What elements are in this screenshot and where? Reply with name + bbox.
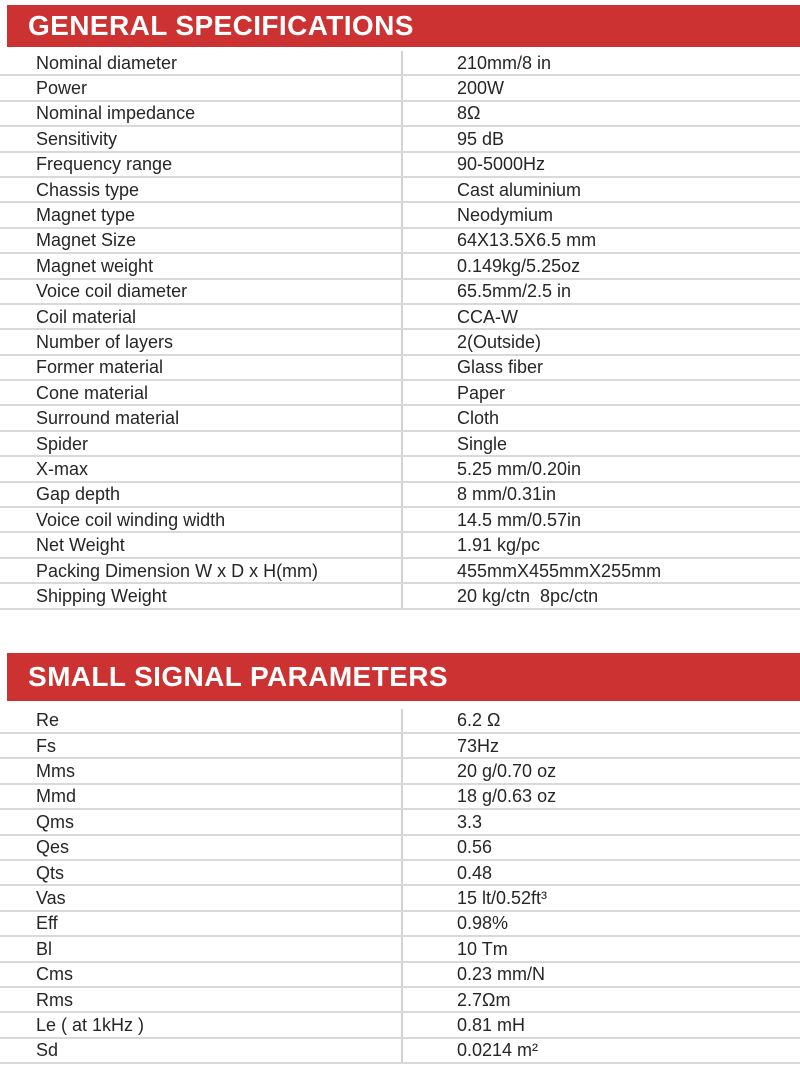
spec-row-label: Qms bbox=[36, 811, 74, 832]
spec-row bbox=[0, 280, 800, 305]
spec-row bbox=[0, 759, 800, 784]
spec-row bbox=[0, 912, 800, 937]
spec-row bbox=[0, 381, 800, 406]
spec-row bbox=[0, 559, 800, 584]
spec-row-label: Vas bbox=[36, 888, 66, 909]
section-header-general-specifications bbox=[7, 5, 800, 47]
spec-row bbox=[0, 533, 800, 558]
spec-row-label: Re bbox=[36, 710, 60, 731]
spec-row-value: 0.48 bbox=[401, 861, 800, 884]
spec-row-value: Paper bbox=[401, 381, 800, 404]
spec-row bbox=[0, 508, 800, 533]
spec-row bbox=[0, 102, 800, 127]
spec-row-label: Frequency range bbox=[36, 154, 173, 175]
spec-row bbox=[0, 937, 800, 962]
spec-row-label: Qts bbox=[36, 862, 65, 883]
spec-row-value: 3.3 bbox=[401, 810, 800, 833]
spec-row bbox=[0, 457, 800, 482]
spec-row-value: 18 g/0.63 oz bbox=[401, 785, 800, 808]
spec-row-value: 5.25 mm/0.20in bbox=[401, 457, 800, 480]
spec-row-label: Magnet weight bbox=[36, 255, 154, 276]
spec-row bbox=[0, 229, 800, 254]
spec-row-label: Cms bbox=[36, 964, 73, 985]
spec-row bbox=[0, 988, 800, 1013]
spec-row-value: 0.81 mH bbox=[401, 1013, 800, 1036]
spec-row-label: Rms bbox=[36, 989, 73, 1010]
spec-row bbox=[0, 886, 800, 911]
spec-row-label: Nominal impedance bbox=[36, 103, 196, 124]
spec-row-label: Voice coil winding width bbox=[36, 509, 226, 530]
spec-row-label: Sd bbox=[36, 1040, 59, 1061]
spec-row bbox=[0, 836, 800, 861]
spec-row bbox=[0, 432, 800, 457]
spec-row bbox=[0, 178, 800, 203]
spec-row-label: Bl bbox=[36, 938, 53, 959]
spec-row bbox=[0, 1013, 800, 1038]
spec-row-label: X-max bbox=[36, 458, 89, 479]
spec-row bbox=[0, 330, 800, 355]
spec-row-value: 200W bbox=[401, 76, 800, 99]
spec-row bbox=[0, 203, 800, 228]
spec-row bbox=[0, 483, 800, 508]
spec-row-value: 2(Outside) bbox=[401, 330, 800, 353]
spec-row-value: 0.149kg/5.25oz bbox=[401, 254, 800, 277]
spec-row-value: 0.23 mm/N bbox=[401, 963, 800, 986]
spec-row bbox=[0, 584, 800, 609]
spec-row-label: Mms bbox=[36, 761, 75, 782]
spec-row-value: 2.7Ωm bbox=[401, 988, 800, 1011]
spec-row-value: Glass fiber bbox=[401, 356, 800, 379]
spec-row-value: 14.5 mm/0.57in bbox=[401, 508, 800, 531]
section-header-small-signal-parameters bbox=[7, 653, 800, 701]
spec-row-value: 65.5mm/2.5 in bbox=[401, 280, 800, 303]
spec-row bbox=[0, 356, 800, 381]
spec-row bbox=[0, 51, 800, 76]
spec-row-value: Single bbox=[401, 432, 800, 455]
spec-row-value: Cast aluminium bbox=[401, 178, 800, 201]
spec-row-label: Qes bbox=[36, 837, 70, 858]
spec-row-value: 73Hz bbox=[401, 734, 800, 757]
spec-row bbox=[0, 861, 800, 886]
spec-row-value: 95 dB bbox=[401, 127, 800, 150]
spec-row-label: Surround material bbox=[36, 408, 180, 429]
general-specifications-table bbox=[0, 51, 800, 610]
spec-row-label: Coil material bbox=[36, 306, 137, 327]
spec-row-label: Cone material bbox=[36, 382, 149, 403]
spec-row-label: Gap depth bbox=[36, 484, 121, 505]
spec-row-label: Magnet Size bbox=[36, 230, 137, 251]
spec-row-value: 64X13.5X6.5 mm bbox=[401, 229, 800, 252]
spec-row-label: Eff bbox=[36, 913, 58, 934]
spec-row-label: Power bbox=[36, 78, 88, 99]
spec-row-value: 0.98% bbox=[401, 912, 800, 935]
spec-row bbox=[0, 810, 800, 835]
section-title: SMALL SIGNAL PARAMETERS bbox=[28, 660, 448, 692]
spec-row-value: 20 g/0.70 oz bbox=[401, 759, 800, 782]
spec-row-label: Packing Dimension W x D x H(mm) bbox=[36, 560, 319, 581]
spec-row-value: 0.0214 m² bbox=[401, 1039, 800, 1062]
spec-row-value: 90-5000Hz bbox=[401, 153, 800, 176]
spec-row bbox=[0, 785, 800, 810]
section-title: GENERAL SPECIFICATIONS bbox=[28, 10, 414, 41]
spec-row-value: 15 lt/0.52ft³ bbox=[401, 886, 800, 909]
spec-row-label: Net Weight bbox=[36, 535, 125, 556]
spec-row-value: 10 Tm bbox=[401, 937, 800, 960]
spec-row-value: 455mmX455mmX255mm bbox=[401, 559, 800, 582]
spec-row-label: Former material bbox=[36, 357, 164, 378]
spec-row bbox=[0, 1039, 800, 1064]
small-signal-parameters-table bbox=[0, 709, 800, 1064]
spec-row-label: Nominal diameter bbox=[36, 52, 178, 73]
spec-row-value: 8Ω bbox=[401, 102, 800, 125]
spec-row bbox=[0, 76, 800, 101]
spec-row bbox=[0, 963, 800, 988]
spec-sheet-page bbox=[0, 5, 800, 1076]
spec-row-label: Sensitivity bbox=[36, 128, 118, 149]
spec-row-label: Magnet type bbox=[36, 205, 136, 226]
spec-row-label: Fs bbox=[36, 735, 56, 756]
spec-row-label: Le ( at 1kHz ) bbox=[36, 1014, 145, 1035]
spec-row bbox=[0, 734, 800, 759]
spec-row-value: Neodymium bbox=[401, 203, 800, 226]
spec-row-value: 8 mm/0.31in bbox=[401, 483, 800, 506]
spec-row-label: Spider bbox=[36, 433, 89, 454]
spec-row-value: 20 kg/ctn 8pc/ctn bbox=[401, 584, 800, 607]
spec-row bbox=[0, 153, 800, 178]
spec-row-value: 210mm/8 in bbox=[401, 51, 800, 74]
spec-row-value: CCA-W bbox=[401, 305, 800, 328]
spec-row-value: Cloth bbox=[401, 406, 800, 429]
spec-row-label: Shipping Weight bbox=[36, 585, 167, 606]
spec-row bbox=[0, 406, 800, 431]
spec-row-label: Mmd bbox=[36, 786, 76, 807]
spec-row-label: Number of layers bbox=[36, 331, 174, 352]
spec-row bbox=[0, 254, 800, 279]
spec-row bbox=[0, 305, 800, 330]
spec-row bbox=[0, 709, 800, 734]
spec-row-value: 0.56 bbox=[401, 836, 800, 859]
spec-row bbox=[0, 127, 800, 152]
spec-row-label: Chassis type bbox=[36, 179, 140, 200]
spec-row-value: 6.2 Ω bbox=[401, 709, 800, 732]
spec-row-value: 1.91 kg/pc bbox=[401, 533, 800, 556]
spec-row-label: Voice coil diameter bbox=[36, 281, 188, 302]
